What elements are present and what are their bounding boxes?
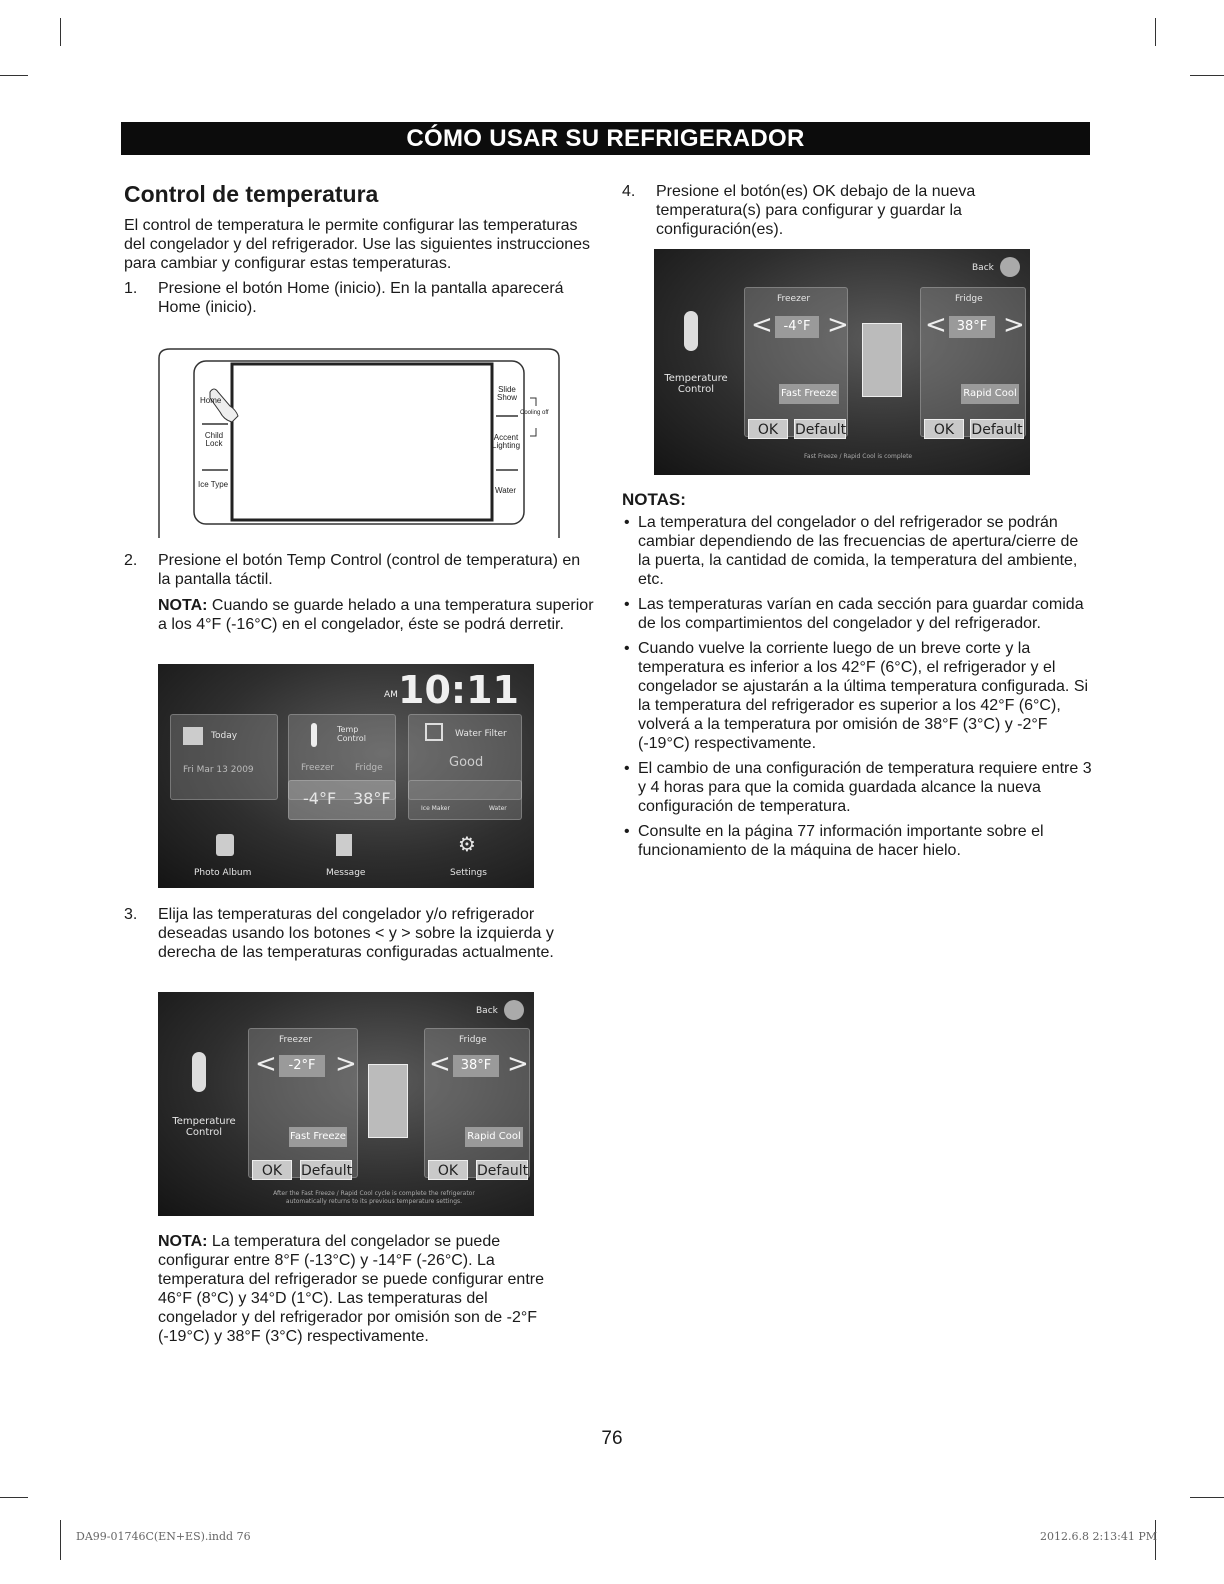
- ice-water-tile[interactable]: [408, 780, 522, 820]
- refrigerator-icon: [368, 1064, 408, 1138]
- notes-title: NOTAS:: [622, 490, 686, 509]
- home-key[interactable]: Home: [200, 396, 222, 405]
- slide-show-key[interactable]: Slide Show: [496, 385, 517, 402]
- am-label: AM: [384, 690, 398, 700]
- decrease-freezer-button[interactable]: <: [255, 1049, 277, 1079]
- increase-freezer-button[interactable]: >: [827, 310, 849, 340]
- back-label: Back: [476, 1006, 498, 1016]
- fridge-ok-button[interactable]: OK: [428, 1160, 468, 1180]
- crop-mark: [60, 1520, 61, 1560]
- cooling-off-key[interactable]: Cooling off: [520, 410, 549, 416]
- step-number: 1.: [124, 280, 138, 297]
- fridge-temp: 38°F: [949, 316, 995, 338]
- fridge-ok-button[interactable]: OK: [924, 419, 964, 439]
- settings-icon[interactable]: ⚙: [458, 832, 476, 856]
- page-number: 76: [601, 1428, 623, 1449]
- rapid-cool-button[interactable]: Rapid Cool: [465, 1127, 523, 1147]
- note-item: • El cambio de una configuración de temperatura requiere entre 3 y 4 horas para que la comida guardada alcance la nueva configuración de temperatura.: [622, 759, 1092, 816]
- crop-mark: [60, 18, 61, 46]
- note-range: [158, 1232, 558, 1346]
- step-number: 4.: [622, 183, 636, 200]
- freezer-temp: -2°F: [279, 1055, 325, 1077]
- temp-control-label: Temp Control: [337, 725, 366, 743]
- freezer-panel: [744, 287, 848, 437]
- filter-status: Good: [449, 755, 484, 770]
- step-text: Presione el botón(es) OK debajo de la nueva temperatura(s) para configurar y guardar la configuración(es).: [656, 183, 976, 238]
- fridge-default-button[interactable]: Default: [476, 1160, 528, 1180]
- today-tile[interactable]: [170, 714, 278, 800]
- decrease-fridge-button[interactable]: <: [429, 1049, 451, 1079]
- thermometer-icon: [192, 1052, 206, 1092]
- crop-mark: [0, 75, 28, 76]
- screen-title: Temperature Control: [172, 1116, 236, 1138]
- fast-freeze-button[interactable]: Fast Freeze: [779, 384, 839, 404]
- crop-mark: [0, 1497, 28, 1498]
- step-text: Presione el botón Temp Control (control de temperatura) en la pantalla táctil.: [158, 552, 581, 588]
- crop-mark: [1155, 18, 1156, 46]
- message-icon[interactable]: [336, 834, 352, 856]
- notes-section: [622, 490, 1092, 866]
- left-column-step2: [124, 551, 594, 634]
- temp-readout[interactable]: [288, 780, 396, 820]
- photo-album-label: Photo Album: [194, 868, 252, 878]
- fridge-label: Fridge: [355, 763, 383, 773]
- fridge-label: Fridge: [955, 294, 983, 304]
- freezer-default-button[interactable]: Default: [794, 419, 846, 439]
- screen-caption: Fast Freeze / Rapid Cool is complete: [804, 453, 913, 460]
- increase-freezer-button[interactable]: >: [335, 1049, 357, 1079]
- temperature-screen-a: [158, 992, 534, 1216]
- home-screen-image: [158, 664, 534, 888]
- step-text: Presione el botón Home (inicio). En la pantalla aparecerá Home (inicio).: [158, 280, 564, 316]
- crop-mark: [1190, 75, 1224, 76]
- section-banner: CÓMO USAR SU REFRIGERADOR: [121, 122, 1090, 155]
- freezer-label: Freezer: [301, 763, 335, 773]
- ice-type-key[interactable]: Ice Type: [198, 480, 229, 489]
- intro-paragraph: El control de temperatura le permite configurar las temperaturas del congelador y del refrigerador. Use las siguientes instrucciones para cambiar y configurar estas temperaturas.: [124, 217, 591, 272]
- note-text: La temperatura del congelador se puede configurar entre 8°F (-13°C) y -14°F (-26°C). La temperatura del refrigerador se puede configurar entre 46°F (8°C) y 34°D (1°C). Las temperaturas del congelador y del refrigerador por omisión son de -2°F (-19°C) y 38°F (3°C) respectivamente.: [158, 1233, 544, 1345]
- print-stamp: 2012.6.8 2:13:41 PM: [1040, 1530, 1158, 1543]
- freezer-label: Freezer: [279, 1035, 313, 1045]
- note-ice-cream: [158, 596, 594, 634]
- left-column-step3: [124, 905, 594, 962]
- photo-album-icon[interactable]: [216, 834, 234, 856]
- section-title: Control de temperatura: [124, 181, 379, 207]
- rapid-cool-button[interactable]: Rapid Cool: [961, 384, 1019, 404]
- note-item: • Cuando vuelve la corriente luego de un breve corte y la temperatura es inferior a los 42°F (6°C), el refrigerador y el congelador se ajustarán a la última temperatura configurada. Si la temperatura del refrigerador es superior a los 42°F (6°C), volverá a la temperatura por omisión de 38°F (3°C) y -2°F (-19°C) respectivamente.: [622, 639, 1092, 753]
- decrease-fridge-button[interactable]: <: [925, 310, 947, 340]
- control-panel-diagram: [158, 348, 560, 538]
- accent-lighting-key[interactable]: Accent Lighting: [492, 433, 521, 450]
- fast-freeze-button[interactable]: Fast Freeze: [289, 1127, 347, 1147]
- step-text: Elija las temperaturas del congelador y/o refrigerador deseadas usando los botones < y > sobre la izquierda y derecha de las temperaturas configuradas actualmente.: [158, 906, 554, 961]
- left-column: [124, 180, 594, 317]
- child-lock-key[interactable]: Child Lock: [204, 431, 224, 448]
- filter-icon: [425, 723, 443, 741]
- decrease-freezer-button[interactable]: <: [751, 310, 773, 340]
- back-icon[interactable]: [504, 1000, 524, 1020]
- refrigerator-icon: [862, 323, 902, 397]
- file-name: DA99-01746C(EN+ES).indd 76: [76, 1530, 251, 1543]
- message-label: Message: [326, 868, 366, 878]
- water-label: Water: [489, 805, 507, 812]
- step-4: [622, 182, 1072, 239]
- fridge-panel: [920, 287, 1026, 437]
- freezer-temp: -4°F: [775, 316, 819, 338]
- notes-list: [622, 513, 1092, 860]
- fridge-label: Fridge: [459, 1035, 487, 1045]
- today-label: Today: [211, 731, 238, 741]
- thermometer-icon: [684, 311, 698, 351]
- calendar-icon: [183, 727, 203, 745]
- fridge-temp: 38°F: [353, 789, 391, 808]
- fridge-default-button[interactable]: Default: [970, 419, 1024, 439]
- note-text: Cuando se guarde helado a una temperatura superior a los 4°F (-16°C) en el congelador, éste se podrá derretir.: [158, 597, 594, 633]
- crop-mark: [1190, 1497, 1224, 1498]
- note-item: • La temperatura del congelador o del refrigerador se podrán cambiar dependiendo de las frecuencias de apertura/cierre de la puerta, la cantidad de comida, la temperatura del ambiente, etc.: [622, 513, 1092, 589]
- step-1: [124, 279, 594, 317]
- back-icon[interactable]: [1000, 257, 1020, 277]
- temperature-screen-b: [654, 249, 1030, 475]
- freezer-default-button[interactable]: Default: [300, 1160, 352, 1180]
- back-label: Back: [972, 263, 994, 273]
- water-filter-label: Water Filter: [455, 729, 507, 739]
- note-item: • Consulte en la página 77 información importante sobre el funcionamiento de la máquina de hacer hielo.: [622, 822, 1092, 860]
- freezer-label: Freezer: [777, 294, 811, 304]
- settings-label: Settings: [450, 868, 487, 878]
- screen-title: Temperature Control: [664, 373, 728, 395]
- freezer-temp: -4°F: [303, 789, 337, 808]
- clock: 10:11: [398, 668, 519, 712]
- fridge-panel: [424, 1028, 530, 1178]
- note-label: NOTA:: [158, 1233, 208, 1250]
- step-number: 3.: [124, 906, 138, 923]
- right-column: [622, 182, 1072, 239]
- water-key[interactable]: Water: [495, 486, 517, 495]
- increase-fridge-button[interactable]: >: [1003, 310, 1025, 340]
- date-label: Fri Mar 13 2009: [183, 765, 254, 775]
- freezer-panel: [248, 1028, 358, 1178]
- note-item: • Las temperaturas varían en cada sección para guardar comida de los compartimientos del congelador y del refrigerador.: [622, 595, 1092, 633]
- freezer-ok-button[interactable]: OK: [748, 419, 788, 439]
- screen-caption: After the Fast Freeze / Rapid Cool cycle is complete the refrigerator automatically returns to its previous temperature settings.: [273, 1190, 475, 1205]
- increase-fridge-button[interactable]: >: [507, 1049, 529, 1079]
- step-3: [124, 905, 594, 962]
- thermometer-icon: [311, 723, 317, 747]
- freezer-ok-button[interactable]: OK: [252, 1160, 292, 1180]
- step-2: [124, 551, 594, 589]
- fridge-temp: 38°F: [453, 1055, 499, 1077]
- ice-maker-label: Ice Maker: [421, 805, 450, 812]
- step-number: 2.: [124, 552, 138, 569]
- note-label: NOTA:: [158, 597, 208, 614]
